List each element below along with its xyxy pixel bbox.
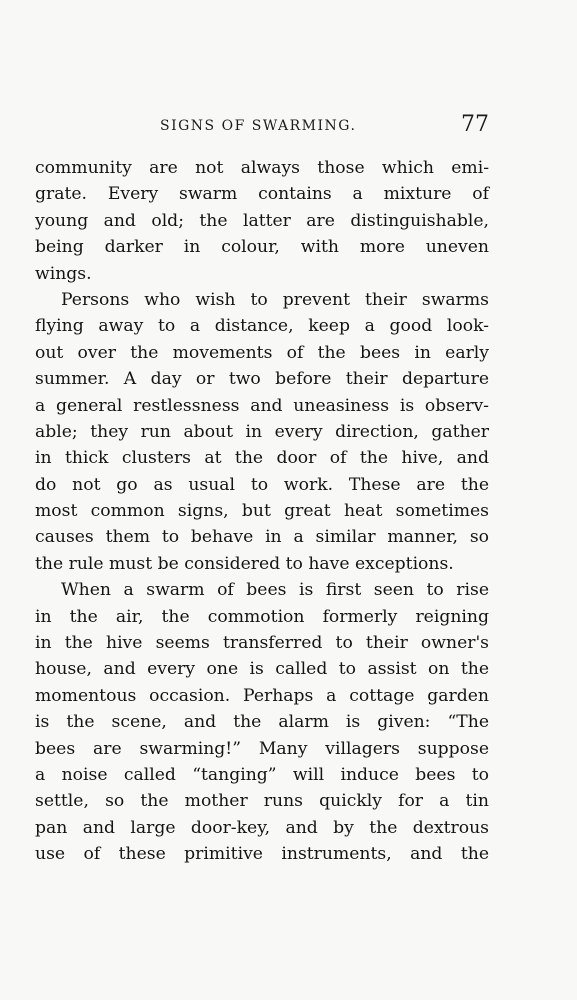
text-line: a noise called “tanging” will induce bees to [35,764,489,785]
text-line: house, and every one is called to assist on the [35,659,489,680]
text-line: settle, so the mother runs quickly for a tin [35,791,489,812]
text-line: young and old; the latter are distinguishable, [35,210,489,231]
text-line: in thick clusters at the door of the hive, and [35,448,489,469]
text-line: When a swarm of bees is first seen to rise [61,580,489,601]
text-line: do not go as usual to work. These are the [35,474,489,495]
text-line: being darker in colour, with more uneven [35,237,489,258]
body-text [35,155,489,868]
text-line: bees are swarming!” Many villagers suppose [35,738,489,759]
text-line: use of these primitive instruments, and the [35,844,489,865]
running-title: SIGNS OF SWARMING. [160,118,357,134]
text-line: causes them to behave in a similar manner, so [35,527,489,548]
text-line: flying away to a distance, keep a good look- [35,316,489,337]
page-number: 77 [461,112,489,137]
text-line: the rule must be considered to have exceptions. [35,553,454,574]
text-line: momentous occasion. Perhaps a cottage garden [35,685,489,706]
text-line: a general restlessness and uneasiness is observ- [35,395,489,416]
text-line: most common signs, but great heat sometimes [35,501,489,522]
paragraph [35,577,489,867]
text-line: summer. A day or two before their departure [35,369,489,390]
text-line: pan and large door-key, and by the dextrous [35,817,489,838]
running-head [35,112,489,142]
text-line: in the air, the commotion formerly reigning [35,606,489,627]
text-line: is the scene, and the alarm is given: “The [35,712,489,733]
text-line: able; they run about in every direction, gather [35,421,489,442]
text-line: Persons who wish to prevent their swarms [61,289,489,310]
paragraph [35,287,489,577]
text-line: in the hive seems transferred to their owner's [35,633,489,654]
paragraph [35,155,489,287]
text-line: wings. [35,263,92,284]
text-line: out over the movements of the bees in early [35,342,489,363]
text-line: community are not always those which emi- [35,158,489,178]
text-line: grate. Every swarm contains a mixture of [35,184,489,205]
